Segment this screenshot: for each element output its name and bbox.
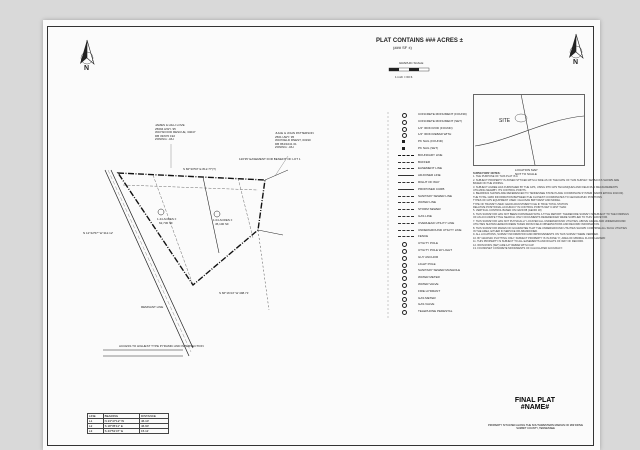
legend-item <box>398 248 478 254</box>
notes-title: SURVEYORS' NOTES: <box>473 172 501 175</box>
owner-name: JAMES & HILLI LOVE <box>155 123 185 127</box>
legend-label: PK NAIL (FOUND) <box>418 139 443 144</box>
note-line: TYPES OF GPS EQUIPMENT USED: CHAUSAN BRIT RENT AND MODEL <box>473 199 561 203</box>
note-line: 7. THIS SURVEYOR HAS NOT PHYSICALLY LOCATED ALL UNDERGROUND UTILITIES. ABOVE GRADE AND UNDERGROUND <box>473 219 626 223</box>
line-table-header-cell: BEARING <box>103 414 139 419</box>
legend-item <box>398 207 478 213</box>
note-line: 5. VERTICAL CONTROL BASED ON NAVD 88 (GEOID 18) <box>473 209 542 213</box>
legend-symbol-icon <box>402 242 407 247</box>
table-cell: N 23°47'12" W <box>103 419 139 424</box>
legend-item <box>398 126 478 132</box>
legend-symbol-icon <box>402 283 407 288</box>
note-line: UTILIZING NEARBY. ITS CONTROL POINTS. <box>473 189 527 193</box>
legend-item <box>398 309 478 315</box>
table-cell: S 18°35'11" E <box>103 424 139 429</box>
legend-symbol-icon <box>402 120 407 125</box>
legend-item <box>398 112 478 118</box>
north-label-right: N <box>573 59 579 66</box>
legend-label: FIRE HYDRANT <box>418 288 441 293</box>
legend-item <box>398 214 478 220</box>
note-line: 13. FOUND/SET CONCRETE MONUMENTS OF CALCULATED ACCURACY. <box>473 246 563 250</box>
scale-text: 1 inch = 60 ft. <box>395 75 414 79</box>
legend-symbol-icon <box>402 269 407 274</box>
owner-line: ZONING: -RH <box>155 137 174 142</box>
legend-label: UNDERGROUND UTILITY LINE <box>418 227 462 232</box>
table-row <box>88 429 169 434</box>
plat-subtitle: (### SF ±) <box>393 45 412 50</box>
table-cell: L1 <box>88 419 104 424</box>
location-map-title: LOCATION MAP <box>515 168 538 172</box>
table-cell: 46.10' <box>139 419 168 424</box>
owner-line: 2501 HWY. 95 <box>275 134 295 139</box>
bearing-bottom: S 66°16'44" W 498.71' <box>219 291 249 295</box>
legend-symbol-icon <box>398 189 414 190</box>
property-situated: PROPERTY SITUATED ALONG THE SOUTHWESTERN MARGIN OF ### DRIVE <box>488 424 583 427</box>
legend-item <box>398 153 478 159</box>
owner-line: WAYSFOOD RESCUE, 34047 <box>155 130 196 135</box>
legend-symbol-icon <box>398 162 414 163</box>
legend-label: CONCRETE MONUMENT (FOUND) <box>418 112 467 116</box>
legend-item <box>398 296 478 302</box>
legend-label: CONCRETE MONUMENT (SET) <box>418 118 462 123</box>
lot-2-area: 45,100 SF <box>215 222 229 226</box>
legend-label: PROPOSED CURB <box>418 186 445 191</box>
note-line: 11. THIS PROPERTY IS SUBJECT TO ALL EASEMENTS AND RIGHTS OF WAY OF RECORD. <box>473 240 584 244</box>
legend-label: BUFFER <box>418 159 430 164</box>
lot-2-acres: 1.04 ACRES ± <box>213 218 233 222</box>
final-plat-title <box>505 397 565 411</box>
legend-item <box>398 234 478 240</box>
legend-label: LIGHT POLE <box>418 261 436 266</box>
legend-item <box>398 262 478 268</box>
legend-label: FENCE <box>418 234 429 239</box>
legend-label: OVERHEAD UTILITY LINE <box>418 220 455 225</box>
legend-label: ADJOINER LINE <box>418 173 441 178</box>
note-line: BASED ON THE ZONING. <box>473 182 504 186</box>
location-map-box <box>473 94 585 166</box>
legend-item <box>398 173 478 179</box>
owner-block-1 <box>155 124 196 142</box>
legend-item <box>398 166 478 172</box>
legend-symbol-icon <box>398 223 414 224</box>
legend-item <box>398 228 478 234</box>
north-arrow-icon <box>80 40 94 64</box>
legend-label: 1/2" IRON ROD (FOUND) <box>418 125 453 130</box>
note-line: 10. BY GRAPHIC PLOTTING ONLY, SUBJECT PROPERTY IS IN ZONE 'X', AREA OF MINIMAL FLOOD HAZARD <box>473 236 606 240</box>
owner-line: DB 33/970 192 <box>155 133 176 138</box>
note-line: 3. SUBJECT AGREE HAS FURNISHED BY THE GPS, USING RTK GPS TECHNIQUES AND FIELD RUN MEASUREMENTS <box>473 185 618 189</box>
legend-label: UTILITY POLE <box>418 241 438 246</box>
legend-symbol-icon <box>402 140 405 143</box>
site-label: SITE <box>499 118 511 124</box>
legend-symbol-icon <box>402 303 407 308</box>
legend-symbol-icon <box>398 230 414 231</box>
legend-label: SANITARY SEWER LINE <box>418 193 453 198</box>
legend-symbol-icon <box>398 209 414 210</box>
access-note: ACCESS TO HIGHEST TYPE PYRAMIC AND INTERSECTION <box>119 344 204 348</box>
note-line: THE TOTAL GRID INFORMATION BETWEEN THE CLOSEST COORDINATES TO GEOGRAPHIC POSITIONS <box>473 195 602 199</box>
line-table <box>87 413 169 434</box>
table-cell: 46.90' <box>139 424 168 429</box>
legend-label: GUY ANCHOR <box>418 254 439 259</box>
note-line: IN THE AREA, EITHER IN SERVICE OR ABANDONED. <box>473 229 538 233</box>
final-plat-name: #NAME# <box>520 404 550 411</box>
legend-item <box>398 282 478 288</box>
table-cell: 15.11' <box>139 429 168 434</box>
property-address <box>488 424 583 430</box>
note-line: OF AN ACCURATE TITLE SEARCH. ONLY DOCUMENTS REFERENCED WERE SUPPLIED TO THIS SURVEYOR. <box>473 216 608 220</box>
legend-symbol-icon <box>398 168 414 169</box>
legend-item <box>398 275 478 281</box>
legend-label: STORM SEWER <box>418 207 441 212</box>
surveyors-notes <box>473 172 629 250</box>
lot-1-area: 62,730 SF <box>159 221 173 225</box>
legend-symbol-icon <box>402 297 407 302</box>
line-table-header-cell: LINE <box>88 414 104 419</box>
legend-label: UTILITY POLE W/ LIGHT <box>418 248 453 252</box>
legend-symbol-icon <box>398 236 414 237</box>
note-line: 4. BEARINGS SHOWN ARE REFERENCED TO TENNESSEE STATE PLANE COORDINATE SYSTEM (NAD83 EPOCH 2010.00). <box>473 192 624 196</box>
legend-symbol-icon <box>402 310 407 315</box>
legend-symbol-icon <box>402 113 407 118</box>
legend-item <box>398 268 478 274</box>
legend-item <box>398 221 478 227</box>
legend-label: GAS LINE <box>418 214 432 218</box>
legend-symbol-icon <box>402 127 407 132</box>
legend-label: TELEPHONE PEDESTAL <box>418 309 453 314</box>
legend-label: BOUNDARY LINE <box>418 152 443 157</box>
legend-item <box>398 160 478 166</box>
note-line: TYPE OF TRANSIT USED: GEOD ADJUSTMENT FILE IF TRUE TOTAL STATION <box>473 202 569 206</box>
bearing-left: N 12°42'57" W 312.12' <box>83 231 114 235</box>
north-arrow-icon-right <box>569 34 583 58</box>
note-line: RELATIVE POSITIONAL ACCURACY IN CONTROL POINTS NET 0.10ST THAN <box>473 206 567 210</box>
graphic-scale <box>389 68 429 71</box>
owner-line: 25694 HWY. 95 <box>155 126 176 131</box>
legend-symbol-icon <box>402 133 407 138</box>
legend-symbol-icon <box>402 276 407 281</box>
legend-symbol-icon <box>398 216 414 217</box>
legend-symbol-icon <box>402 249 407 254</box>
table-cell: L3 <box>88 429 104 434</box>
legend-symbol-icon <box>402 256 407 261</box>
note-line: 1. THE PURPOSE OF THIS PLAT IS A <box>473 175 518 179</box>
legend-item <box>398 255 478 261</box>
owner-line: WAYFIELD RNEST, 03190 <box>275 138 311 143</box>
plat-sheet <box>43 20 629 450</box>
owner-block-2 <box>275 132 314 150</box>
north-label: N <box>84 65 90 72</box>
note-line: 12. IRON RODS (SET) ARE 1/2" REBAR WITH CAP. <box>473 243 535 247</box>
legend-symbol-icon <box>402 147 405 150</box>
lot-1-acres: 1.44 ACRES ± <box>157 217 177 221</box>
legend-item <box>398 241 478 247</box>
legend-symbol-icon <box>402 290 407 295</box>
note-line: 2. SUBJECT PROPERTY IS ZONED STTICED WITH A SIDE AS OF THE DATE OF THIS SURVEY. SETBACKS SHOWN ARE <box>473 178 620 182</box>
bearing-top: S 82°33'53" E 812.77'(T) <box>183 167 216 171</box>
legend-label: WATER VALVE <box>418 282 439 286</box>
legend-symbol-icon <box>402 263 407 268</box>
plat-title: PLAT CONTAINS ### ACRES ± <box>376 38 463 44</box>
legend-label: EASEMENT LINE <box>418 166 442 171</box>
table-cell: L2 <box>88 424 104 429</box>
legend-item <box>398 139 478 145</box>
legend-item <box>398 119 478 125</box>
legend-label: GAS METER <box>418 295 436 300</box>
legend-symbol-icon <box>398 155 414 156</box>
legend-symbol-icon <box>398 202 414 203</box>
legend-item <box>398 200 478 206</box>
legend-label: RIGHT OF WAY <box>418 180 440 184</box>
legend-label: GAS VALVE <box>418 302 435 307</box>
legend-item <box>398 146 478 152</box>
legend-item <box>398 289 478 295</box>
legend-item <box>398 187 478 193</box>
easement-note: 120'35' EASEMENT FOR BENEFIT OF LOT 1 <box>239 157 301 161</box>
remnant-label: REMNANT LINE <box>141 305 164 309</box>
property-county: SUMMIT COUNTY, TENNESSEE <box>516 427 555 430</box>
note-line: 9. ALL LOCATIONS, SURVEY INFORMATION AND IMPROVEMENTS ON THIS SURVEY WERE VERIFIED. <box>473 233 599 237</box>
legend-label: 1/2" IRON REBAR WITH <box>418 132 452 137</box>
legend-item <box>398 180 478 186</box>
legend-item <box>398 302 478 308</box>
legend-label: WATER LINE <box>418 200 437 205</box>
boundary-parcel <box>118 173 265 285</box>
legend-label: SANITARY SEWER MANHOLE <box>418 268 461 273</box>
final-plat-label: FINAL PLAT <box>514 397 556 404</box>
graphic-scale-label: GRAPHIC SCALE <box>399 61 424 65</box>
legend-symbol-icon <box>398 196 414 197</box>
line-table-header-cell: DISTANCE <box>139 414 168 419</box>
legend-item <box>398 194 478 200</box>
not-to-scale: NOT TO SCALE <box>515 172 537 176</box>
legend-symbol-icon <box>398 182 414 183</box>
legend-symbol-icon <box>398 175 414 176</box>
owner-name: JULIE & JOHN PATTERSON <box>275 131 314 135</box>
owner-line: DB 954/1041 01 <box>275 141 297 146</box>
legend-label: PK NAIL (SET) <box>418 146 439 150</box>
legend-label: WATER METER <box>418 275 440 280</box>
note-line: 6. THIS SURVEYOR HAS NOT BEEN FURNISHED WITH A TITLE REPORT. THEREFORE SURVEY IS SUBJECT TO THE FINDINGS <box>473 212 629 216</box>
table-cell: S 43°51'47" E <box>103 429 139 434</box>
legend-item <box>398 132 478 138</box>
note-line: UTILITIES SHOWN HEREON WERE TAKEN FROM FIELD OBSERVATIONS AND RECORD INFORMATION. <box>473 223 600 227</box>
owner-line: ZONING: -RH <box>275 145 294 150</box>
note-line: 8. THIS SURVEYOR MAKES NO GUARANTEE THAT THE UNDERGROUND UTILITIES SHOWN COMPRISE ALL SUCH UTILITIES <box>473 226 627 230</box>
